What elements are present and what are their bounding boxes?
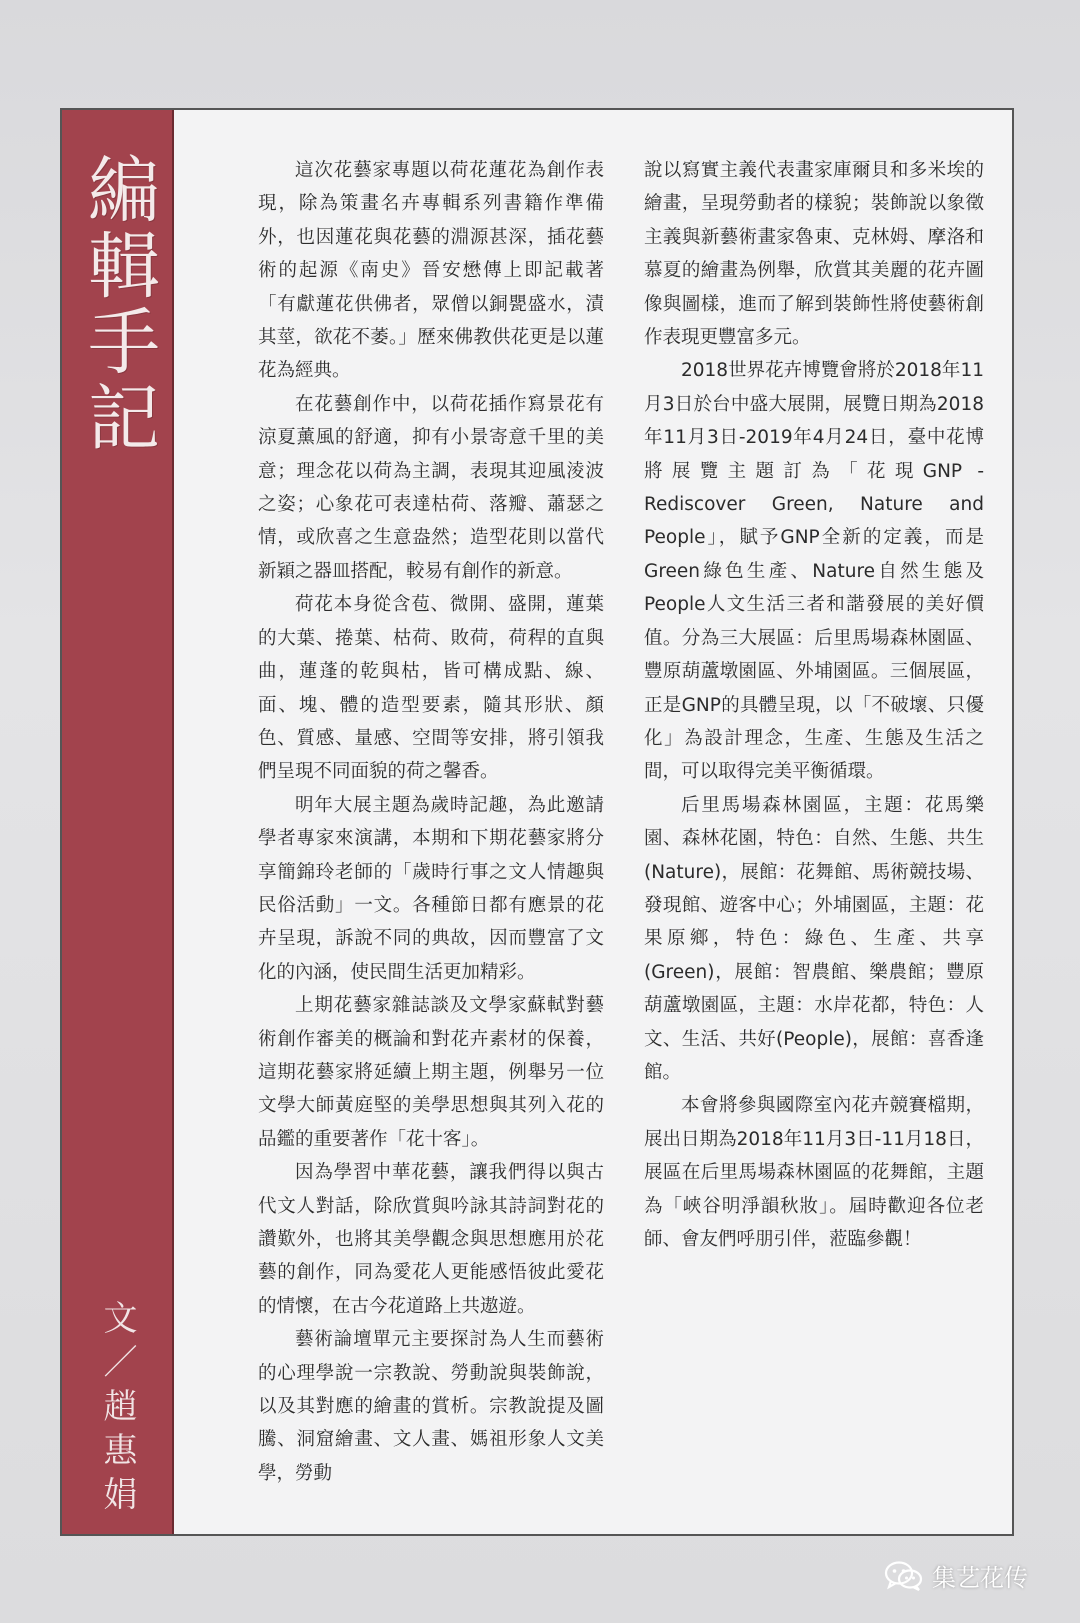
paragraph: 本會將參與國際室內花卉競賽檔期，展出日期為2018年11月3日-11月18日，展區在后里馬場森林園區的花舞館，主題為「峽谷明淨韻秋妝」。屆時歡迎各位老師、會友們呼朋引伴，蒞臨參觀！: [644, 1095, 984, 1250]
paragraph: 明年大展主題為歲時記趣，為此邀請學者專家來演講，本期和下期花藝家將分享簡錦玲老師的「歲時行事之文人情趣與民俗活動」一文。各種節日都有應景的花卉呈現，訴說不同的典故，因而豐富了文化的內涵，使民間生活更加精彩。: [258, 794, 604, 983]
watermark-text: 集艺花传: [932, 1564, 1028, 1592]
paragraph: 后里馬場森林園區，主題：花馬樂園、森林花園，特色：自然、生態、共生(Nature)，展館：花舞館、馬術競技場、發現館、遊客中心；外埔園區，主題：花果原鄉，特色：綠色、生產、共享(Green)，展館：智農館、樂農館；豐原葫蘆墩園區，主題：水岸花都，特色：人文、生活、共好(People)，展館：喜香逢館。: [644, 794, 984, 1083]
text-column-right: [644, 154, 984, 1256]
section-title: 編輯手記: [76, 152, 160, 456]
paragraph: 藝術論壇單元主要探討為人生而藝術的心理學說一宗教說、勞動說與裝飾說，以及其對應的繪畫的賞析。宗教說提及圖騰、洞窟繪畫、文人畫、媽祖形象人文美學，勞動: [258, 1329, 604, 1484]
paragraph: 因為學習中華花藝，讓我們得以與古代文人對話，除欣賞與吟詠其詩詞對花的讚歎外，也將其美學觀念與思想應用於花藝的創作，同為愛花人更能感悟彼此愛花的情懷，在古今花道路上共遨遊。: [258, 1162, 604, 1317]
author-byline: 文／趙惠娟: [97, 1300, 137, 1520]
watermark: [884, 1558, 1028, 1593]
paragraph: 上期花藝家雜誌談及文學家蘇軾對藝術創作審美的概論和對花卉素材的保養，這期花藝家將延續上期主題，例舉另一位文學大師黃庭堅的美學思想與其列入花的品鑑的重要著作「花十客」。: [258, 995, 604, 1150]
paragraph: 荷花本身從含苞、微開、盛開，蓮葉的大葉、捲葉、枯荷、敗荷，荷稈的直與曲，蓮蓬的乾與枯，皆可構成點、線、面、塊、體的造型要素，隨其形狀、顏色、質感、量感、空間等安排，將引領我們呈現不同面貌的荷之馨香。: [258, 594, 604, 783]
paragraph: 這次花藝家專題以荷花蓮花為創作表現，除為策畫名卉專輯系列書籍作準備外，也因蓮花與花藝的淵源甚深，插花藝術的起源《南史》晉安懋傳上即記載著「有獻蓮花供佛者，眾僧以銅甖盛水，漬其莖，欲花不萎。」歷來佛教供花更是以蓮花為經典。: [258, 160, 604, 382]
paragraph-continued: 說以寫實主義代表畫家庫爾貝和多米埃的繪畫，呈現勞動者的樣貌；裝飾說以象徵主義與新藝術畫家魯東、克林姆、摩洛和慕夏的繪畫為例舉，欣賞其美麗的花卉圖像與圖樣，進而了解到裝飾性將使藝術創作表現更豐富多元。: [644, 160, 984, 349]
sidebar-band: [62, 110, 174, 1534]
text-column-left: [258, 154, 604, 1490]
wechat-icon: [884, 1560, 924, 1592]
paragraph: 在花藝創作中，以荷花插作寫景花有涼夏薰風的舒適，抑有小景寄意千里的美意；理念花以荷為主調，表現其迎風淩波之姿；心象花可表達枯荷、落瓣、蕭瑟之情，或欣喜之生意盎然；造型花則以當代新穎之器皿搭配，較易有創作的新意。: [258, 393, 604, 582]
magazine-page: [60, 108, 1014, 1536]
paragraph: 2018世界花卉博覽會將於2018年11月3日於台中盛大展開，展覽日期為2018年11月3日-2019年4月24日，臺中花博將展覽主題訂為「花現GNP - Rediscover Green, Nature and People」，賦予GNP全新的定義，而是Green綠色生產、Nature自然生態及People人文生活三者和諧發展的美好價值。分為三大展區：后里馬場森林園區、豐原葫蘆墩園區、外埔園區。三個展區，正是GNP的具體呈現，以「不破壞、只優化」為設計理念，生產、生態及生活之間，可以取得完美平衡循環。: [644, 360, 984, 783]
